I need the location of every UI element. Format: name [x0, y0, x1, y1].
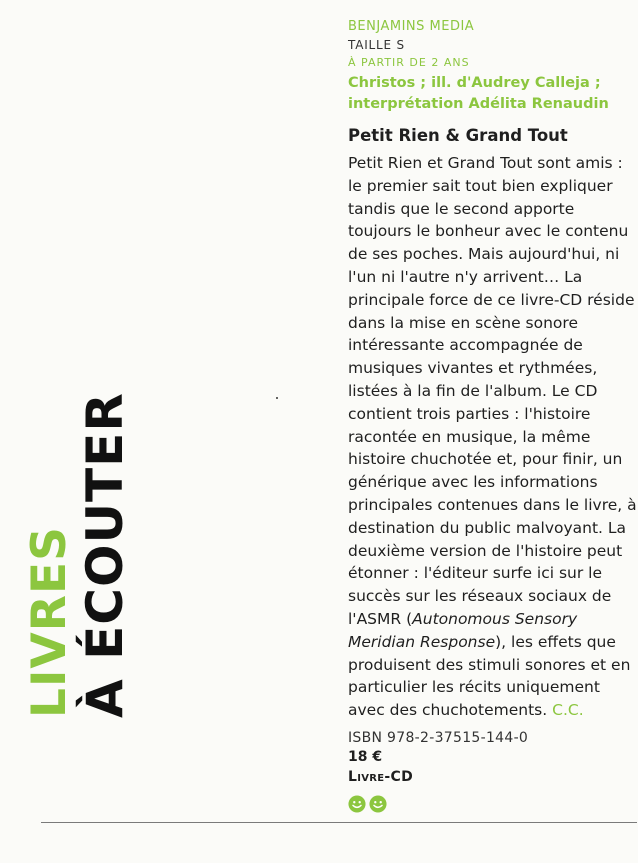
size-label: TAILLE S [348, 38, 405, 52]
review-body [348, 152, 638, 722]
smiley-icon [369, 795, 387, 813]
book-title: Petit Rien & Grand Tout [348, 126, 568, 145]
publisher: BENJAMINS MEDIA [348, 19, 475, 34]
section-title-word2: À ÉCOUTER [76, 392, 134, 718]
smiley-icon [348, 795, 366, 813]
speck [276, 397, 278, 399]
credits-line-1: Christos ; ill. d'Audrey Calleja ; [348, 75, 601, 91]
rating [348, 795, 638, 813]
section-title-word1: LIVRES [22, 526, 77, 718]
reviewer-initials: C.C. [552, 701, 584, 720]
credits [348, 73, 638, 115]
review-column [348, 18, 638, 813]
review-text-italic: Autonomous Sensory Meridian Response [348, 609, 578, 651]
review-text-2: ), les effets que produisent des stimuli sonores et en particulier les récits uniquement avec des chuchotements. [348, 632, 631, 720]
age-label: À PARTIR DE 2 ANS [348, 56, 470, 69]
bottom-rule [41, 822, 637, 823]
section-title [22, 392, 134, 718]
format: Livre-CD [348, 768, 414, 785]
credits-line-2: interprétation Adélita Renaudin [348, 96, 609, 112]
isbn: ISBN 978-2-37515-144-0 [348, 729, 529, 746]
review-text-1: Petit Rien et Grand Tout sont amis : le premier sait tout bien expliquer tandis que le second apporte toujours le bonheur avec le contenu de ses poches. Mais aujourd'hui, ni l'un ni l'autre n'y arrivent… La principale force de ce livre-CD réside dans la mise en scène sonore intéressante accompagnée de musiques vivantes et rythmées, listées à la fin de l'album. Le CD contient trois parties : l'histoire racontée en musique, la même histoire chuchotée et, pour finir, un générique avec les informations principales contenues dans le livre, à destination du public malvoyant. La deuxième version de l'histoire peut étonner : l'éditeur surfe ici sur le succès sur les réseaux sociaux de l'ASMR ( [348, 154, 637, 628]
price: 18 € [348, 748, 383, 765]
